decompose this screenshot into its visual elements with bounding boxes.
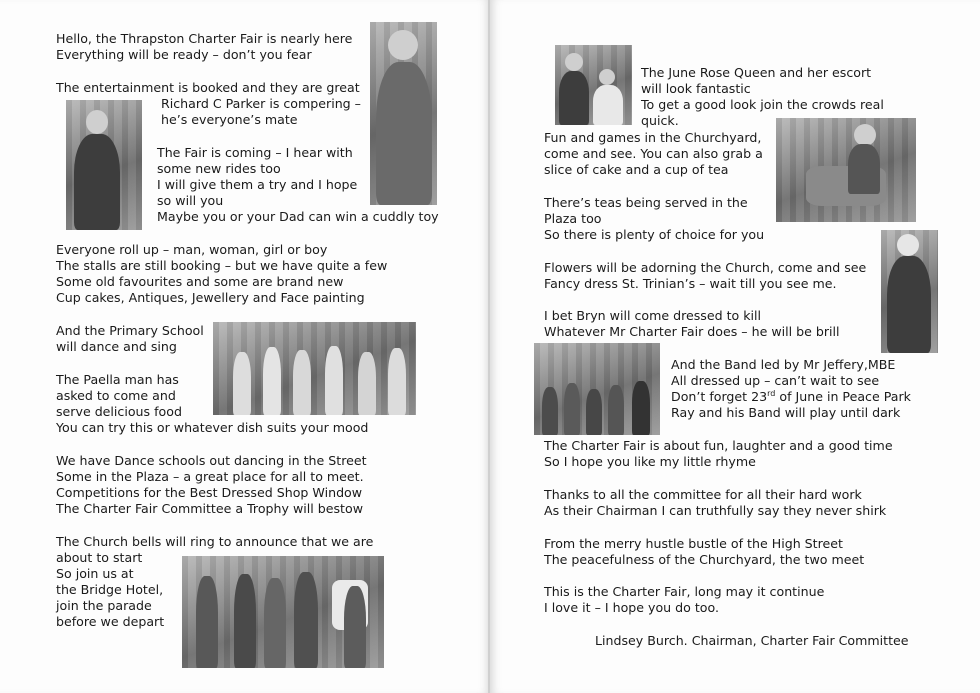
stanza-school-2: will dance and sing <box>56 339 177 354</box>
stanza-paella-2: asked to come and <box>56 388 176 403</box>
photo-compere <box>66 100 142 230</box>
stanza-fun-2: So I hope you like my little rhyme <box>544 454 756 469</box>
stanza-bryn-1: I bet Bryn will come dressed to kill <box>544 308 762 323</box>
stanza-bells-3: So join us at <box>56 566 134 581</box>
stanza-fair-4: so will you <box>157 193 224 208</box>
stanza-entertainment-1: The entertainment is booked and they are great <box>56 80 360 95</box>
stanza-dance-4: The Charter Fair Committee a Trophy will bestow <box>56 501 364 516</box>
stanza-school-1: And the Primary School <box>56 323 204 338</box>
stanza-churchyard-2: come and see. You can also grab a <box>544 146 763 161</box>
photo-band <box>534 343 660 435</box>
stanza-dance-3: Competitions for the Best Dressed Shop Window <box>56 485 363 500</box>
stanza-rose-queen-2: will look fantastic <box>641 81 751 96</box>
stanza-band-3 <box>671 389 911 405</box>
stanza-bells-5: join the parade <box>56 598 152 613</box>
stanza-flowers-2: Fancy dress St. Trinian’s – wait till you see me. <box>544 276 837 291</box>
stanza-thanks-2: As their Chairman I can truthfully say they never shirk <box>544 503 887 518</box>
stanza-closing-1: This is the Charter Fair, long may it continue <box>544 584 825 599</box>
photo-mr-charter-fair <box>881 230 938 353</box>
photo-school-dancers <box>213 322 416 415</box>
stanza-stalls-4: Cup cakes, Antiques, Jewellery and Face painting <box>56 290 365 305</box>
stanza-dance-1: We have Dance schools out dancing in the Street <box>56 453 367 468</box>
band-date-post: of June in Peace Park <box>775 389 911 404</box>
stanza-dance-2: Some in the Plaza – a great place for all to meet. <box>56 469 364 484</box>
stanza-flowers-1: Flowers will be adorning the Church, come and see <box>544 260 867 275</box>
right-page <box>490 0 980 693</box>
stanza-fun-1: The Charter Fair is about fun, laughter and a good time <box>544 438 893 453</box>
band-date-pre: Don’t forget 23 <box>671 389 768 404</box>
signature-line: Lindsey Burch. Chairman, Charter Fair Committee <box>595 633 909 648</box>
stanza-rose-queen-4: quick. <box>641 113 679 128</box>
stanza-stalls-3: Some old favourites and some are brand new <box>56 274 344 289</box>
stanza-bells-1: The Church bells will ring to announce that we are <box>56 534 374 549</box>
stanza-rose-queen-3: To get a good look join the crowds real <box>641 97 884 112</box>
stanza-teas-3: So there is plenty of choice for you <box>544 227 765 242</box>
photo-costumed-lady <box>370 22 437 205</box>
stanza-entertainment-3: he’s everyone’s mate <box>161 112 298 127</box>
stanza-fair-3: I will give them a try and I hope <box>157 177 358 192</box>
stanza-opening-2: Everything will be ready – don’t you fear <box>56 47 312 62</box>
photo-parade <box>182 556 384 668</box>
stanza-stalls-1: Everyone roll up – man, woman, girl or boy <box>56 242 328 257</box>
stanza-teas-2: Plaza too <box>544 211 602 226</box>
stanza-entertainment-2: Richard C Parker is compering – <box>161 96 361 111</box>
stanza-rose-queen-1: The June Rose Queen and her escort <box>641 65 872 80</box>
band-date-suffix: rd <box>767 388 776 398</box>
stanza-band-2: All dressed up – can’t wait to see <box>671 373 880 388</box>
stanza-fair-2: some new rides too <box>157 161 281 176</box>
stanza-fair-1: The Fair is coming – I hear with <box>157 145 353 160</box>
photo-rose-queen <box>555 45 632 125</box>
stanza-bells-2: about to start <box>56 550 143 565</box>
stanza-high-street-2: The peacefulness of the Churchyard, the two meet <box>544 552 865 567</box>
stanza-paella-4: You can try this or whatever dish suits your mood <box>56 420 369 435</box>
stanza-paella-1: The Paella man has <box>56 372 179 387</box>
stanza-thanks-1: Thanks to all the committee for all their hard work <box>544 487 862 502</box>
stanza-stalls-2: The stalls are still booking – but we have quite a few <box>56 258 388 273</box>
photo-churchyard-games <box>776 118 916 222</box>
stanza-fair-5: Maybe you or your Dad can win a cuddly toy <box>157 209 439 224</box>
stanza-opening-1: Hello, the Thrapston Charter Fair is nearly here <box>56 31 353 46</box>
stanza-closing-2: I love it – I hope you do too. <box>544 600 719 615</box>
stanza-bells-4: the Bridge Hotel, <box>56 582 164 597</box>
stanza-paella-3: serve delicious food <box>56 404 182 419</box>
stanza-band-1: And the Band led by Mr Jeffery,MBE <box>671 357 896 372</box>
stanza-bryn-2: Whatever Mr Charter Fair does – he will be brill <box>544 324 840 339</box>
stanza-teas-1: There’s teas being served in the <box>544 195 748 210</box>
stanza-bells-6: before we depart <box>56 614 165 629</box>
stanza-band-4: Ray and his Band will play until dark <box>671 405 901 420</box>
stanza-high-street-1: From the merry hustle bustle of the High Street <box>544 536 843 551</box>
stanza-churchyard-3: slice of cake and a cup of tea <box>544 162 729 177</box>
stanza-churchyard-1: Fun and games in the Churchyard, <box>544 130 762 145</box>
